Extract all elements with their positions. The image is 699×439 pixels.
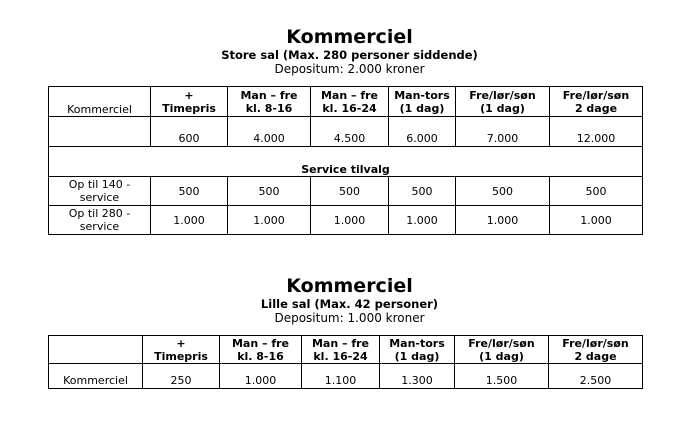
deposit-text: Depositum: 1.000 kroner [274, 311, 425, 325]
price-cell: 1.000 [456, 206, 550, 235]
row-label-cell: Op til 140 - service [49, 177, 151, 206]
header-cell: + Timepris [143, 336, 220, 364]
section-store-sal [0, 26, 699, 76]
header-cell: Man – fre kl. 8-16 [228, 87, 311, 117]
price-cell: 1.000 [220, 364, 302, 389]
price-cell: 500 [311, 177, 389, 206]
header-cell: Man – fre kl. 16-24 [311, 87, 389, 117]
table-row [49, 364, 643, 389]
price-cell: 600 [151, 117, 228, 147]
header-cell: Fre/lør/søn 2 dage [549, 336, 643, 364]
price-cell: 1.000 [228, 206, 311, 235]
price-cell: 1.300 [380, 364, 455, 389]
header-cell: Man-tors (1 dag) [380, 336, 455, 364]
price-cell: 4.000 [228, 117, 311, 147]
price-cell: 500 [228, 177, 311, 206]
header-cell: + Timepris [151, 87, 228, 117]
price-cell: 2.500 [549, 364, 643, 389]
price-cell: 1.000 [550, 206, 643, 235]
lille-sal-price-table [48, 335, 643, 389]
price-cell: 6.000 [389, 117, 456, 147]
price-cell: 250 [143, 364, 220, 389]
price-cell: 7.000 [456, 117, 550, 147]
section-title: Kommerciel [286, 275, 413, 297]
service-header-row [49, 147, 643, 177]
price-cell: 1.500 [455, 364, 549, 389]
deposit-text: Depositum: 2.000 kroner [274, 62, 425, 76]
table-header-row [49, 336, 643, 364]
header-cell: Man – fre kl. 16-24 [302, 336, 380, 364]
price-cell: 1.000 [151, 206, 228, 235]
price-cell: 500 [151, 177, 228, 206]
price-cell: 500 [550, 177, 643, 206]
section-subtitle: Store sal (Max. 280 personer siddende) [221, 48, 478, 62]
section-subtitle: Lille sal (Max. 42 personer) [260, 297, 439, 311]
store-sal-price-table [48, 86, 643, 235]
service-label: Service tilvalg [49, 147, 643, 177]
price-cell: 1.100 [302, 364, 380, 389]
table-row [49, 117, 643, 147]
section-title: Kommerciel [286, 26, 413, 48]
table-header-row [49, 87, 643, 117]
section-lille-sal [0, 275, 699, 325]
row-label-cell: Kommerciel [49, 364, 143, 389]
price-cell: 500 [456, 177, 550, 206]
header-cell [49, 336, 143, 364]
table-row [49, 177, 643, 206]
price-cell: 12.000 [550, 117, 643, 147]
header-cell: Man – fre kl. 8-16 [220, 336, 302, 364]
row-label-cell [49, 117, 151, 147]
header-cell: Fre/lør/søn (1 dag) [455, 336, 549, 364]
price-cell: 4.500 [311, 117, 389, 147]
price-cell: 1.000 [311, 206, 389, 235]
header-cell: Kommerciel [49, 87, 151, 117]
row-label-cell: Op til 280 - service [49, 206, 151, 235]
header-cell: Fre/lør/søn 2 dage [550, 87, 643, 117]
table-row [49, 206, 643, 235]
price-cell: 500 [389, 177, 456, 206]
header-cell: Man-tors (1 dag) [389, 87, 456, 117]
header-cell: Fre/lør/søn (1 dag) [456, 87, 550, 117]
price-cell: 1.000 [389, 206, 456, 235]
